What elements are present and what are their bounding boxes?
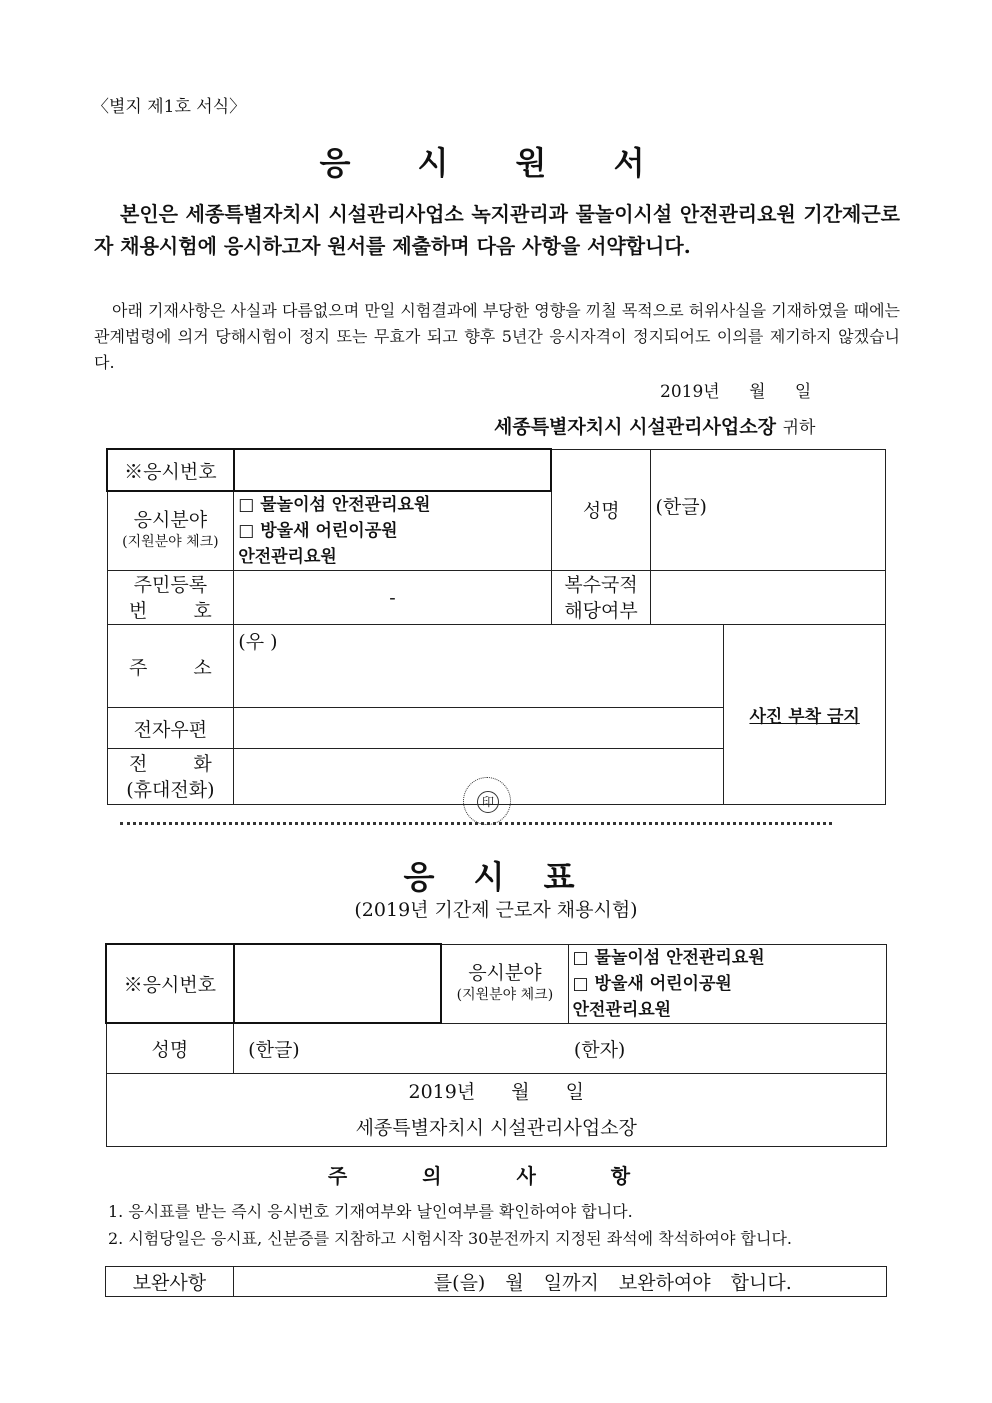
ticket-issuer: 세종특별자치시 시설관리사업소장 bbox=[355, 1116, 637, 1139]
field-note: (지원분야 체크) bbox=[122, 534, 219, 550]
exam-number-field[interactable] bbox=[234, 449, 551, 491]
resident-number-dash: - bbox=[389, 586, 396, 609]
email-field[interactable] bbox=[234, 708, 724, 749]
application-date: 2019년 월 일 bbox=[660, 382, 812, 402]
address-field[interactable] bbox=[234, 625, 724, 708]
ticket-name-field[interactable] bbox=[234, 1023, 887, 1073]
caution-title: 주 의 사 항 bbox=[327, 1164, 665, 1188]
email-label: 전자우편 bbox=[107, 708, 234, 749]
photo-box bbox=[724, 625, 886, 805]
supplement-label: 보완사항 bbox=[106, 1267, 234, 1297]
intro-text: 본인은 세종특별자치시 시설관리사업소 녹지관리과 물놀이시설 안전관리요원 기간제근로자 채용시험에 응시하고자 원서를 제출하며 다음 사항을 서약합니다. bbox=[94, 202, 900, 258]
resident-number-label bbox=[107, 571, 234, 625]
ticket-field-option-2[interactable]: □ 방울새 어린이공원 bbox=[572, 973, 732, 994]
phone-label bbox=[107, 749, 234, 805]
seal-icon: 印 bbox=[477, 791, 499, 813]
addressee-name: 세종특별자치시 시설관리사업소장 bbox=[494, 416, 776, 438]
caution-item-2: 2. 시험당일은 응시표, 신분증를 지참하고 시험시작 30분전까지 지정된 좌석에 착석하여야 합니다. bbox=[108, 1229, 792, 1248]
caution-item-1: 1. 응시표를 받는 즉시 응시번호 기재여부와 날인여부를 확인하여야 합니다. bbox=[108, 1202, 633, 1221]
ticket-field-label: 응시분야 bbox=[468, 961, 542, 984]
photo-note: 사진 부착 금지 bbox=[749, 707, 860, 727]
exam-number-label: ※응시번호 bbox=[107, 449, 234, 491]
name-field[interactable] bbox=[651, 449, 886, 571]
ticket-field-option-1[interactable]: □ 물놀이섬 안전관리요원 bbox=[572, 947, 765, 968]
name-label: 성명 bbox=[551, 449, 651, 571]
ticket-field-options bbox=[568, 944, 886, 1023]
postal-code: (우 ) bbox=[238, 631, 278, 653]
ticket-field-option-3: 안전관리요원 bbox=[572, 999, 672, 1020]
dual-nationality-label bbox=[551, 571, 651, 625]
field-label: 응시분야 bbox=[133, 509, 208, 531]
supplement-text[interactable]: 를(을) 월 일까지 보완하여야 합니다. bbox=[233, 1267, 886, 1297]
phone-label-line1: 전 화 bbox=[129, 752, 212, 775]
supplement-table bbox=[105, 1266, 887, 1297]
ticket-table bbox=[105, 943, 887, 1147]
application-table bbox=[106, 448, 886, 805]
resident-number-label-line1: 주민등록 bbox=[133, 573, 208, 596]
ticket-title: 응 시 표 bbox=[403, 858, 589, 896]
application-title: 응 시 원 서 bbox=[319, 144, 673, 182]
ticket-field-note: (지원분야 체크) bbox=[456, 986, 554, 1003]
ticket-name-label: 성명 bbox=[106, 1023, 234, 1073]
name-hangul-label: (한글) bbox=[655, 495, 707, 518]
addressee-suffix: 귀하 bbox=[782, 418, 816, 438]
field-options bbox=[234, 491, 551, 571]
resident-number-field[interactable] bbox=[234, 571, 551, 625]
notice-text: 아래 기재사항은 사실과 다름없으며 만일 시험결과에 부당한 영향을 끼칠 목적으로 허위사실을 기재하였을 때에는 관계법령에 의거 당해시험이 정지 또는 무효가 되고 향후 5년간 응시자격이 정지되어도 이의를 제기하지 않겠습니다. bbox=[94, 301, 900, 372]
resident-number-label-line2: 번 호 bbox=[129, 599, 212, 622]
ticket-footer bbox=[106, 1073, 887, 1146]
seal-stamp bbox=[463, 777, 511, 825]
ticket-date: 2019년 월 일 bbox=[408, 1080, 584, 1103]
ticket-exam-number-field[interactable] bbox=[234, 944, 442, 1023]
phone-label-line2: (휴대전화) bbox=[126, 778, 215, 801]
ticket-name-hanja: (한자) bbox=[573, 1038, 626, 1061]
dual-nationality-field[interactable] bbox=[651, 571, 886, 625]
field-label-cell bbox=[107, 491, 234, 571]
form-label: 〈별지 제1호 서식〉 bbox=[92, 97, 247, 117]
ticket-exam-number-label: ※응시번호 bbox=[106, 944, 234, 1023]
dual-nationality-line1: 복수국적 bbox=[564, 573, 638, 596]
ticket-name-hangul: (한글) bbox=[248, 1038, 300, 1061]
field-option-1[interactable]: □ 물놀이섬 안전관리요원 bbox=[238, 495, 431, 515]
cut-line bbox=[120, 822, 832, 825]
ticket-field-label-cell bbox=[441, 944, 568, 1023]
ticket-subtitle: (2019년 기간제 근로자 채용시험) bbox=[354, 899, 638, 921]
address-label: 주 소 bbox=[107, 625, 234, 708]
dual-nationality-line2: 해당여부 bbox=[564, 599, 638, 622]
addressee bbox=[494, 412, 815, 439]
field-option-3: 안전관리요원 bbox=[238, 547, 337, 567]
field-option-2[interactable]: □ 방울새 어린이공원 bbox=[238, 521, 398, 541]
